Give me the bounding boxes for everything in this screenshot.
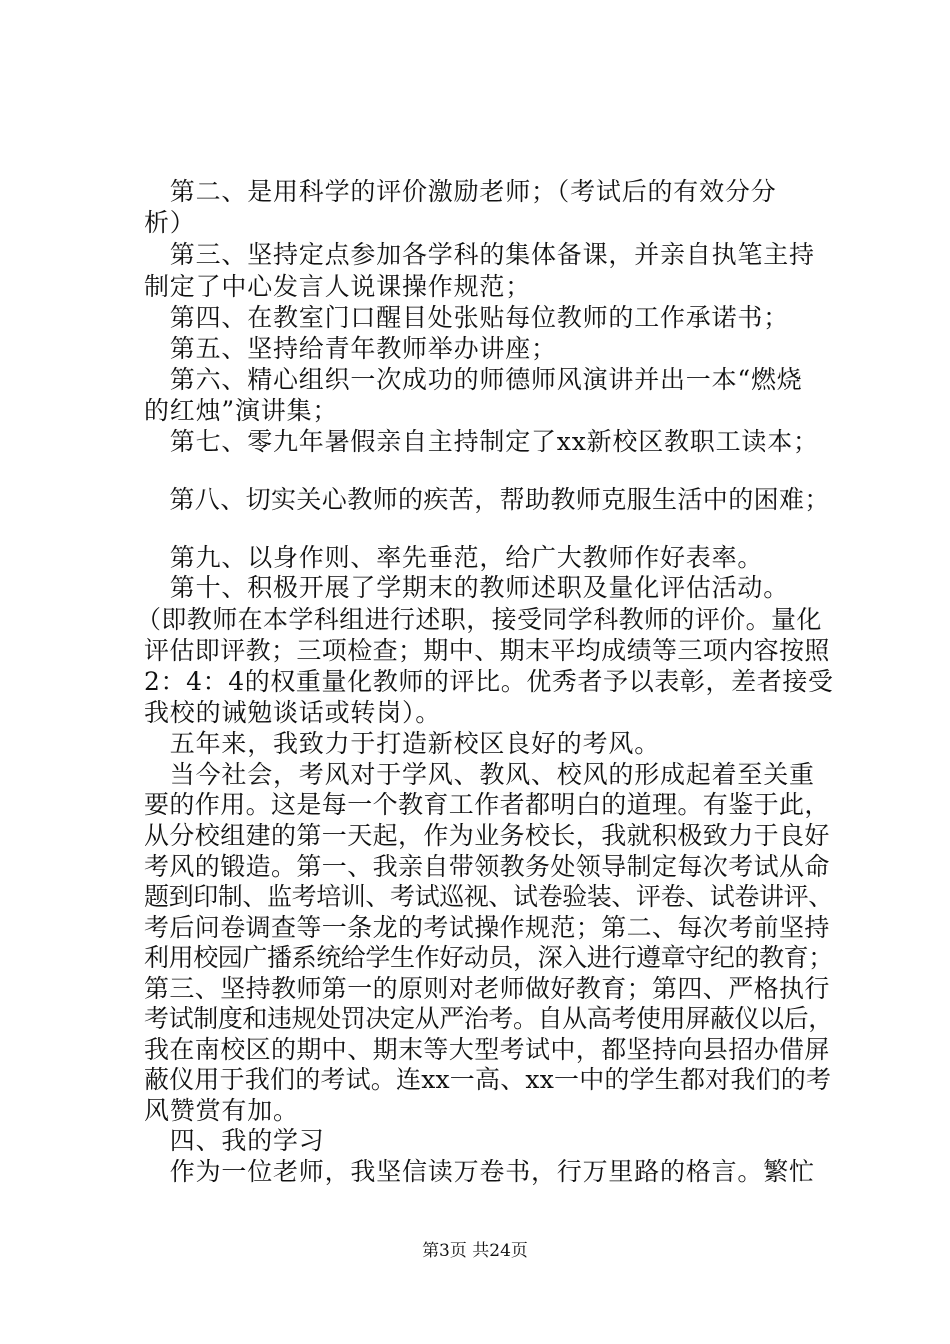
- body-line: 第九、以身作则、率先垂范，给广大教师作好表率。: [144, 543, 764, 572]
- body-line: 要的作用。这是每一个教育工作者都明白的道理。有鉴于此，: [144, 790, 830, 819]
- page-number-footer: 第3页 共24页: [422, 1241, 528, 1261]
- body-line: 第七、零九年暑假亲自主持制定了xx新校区教职工读本；: [144, 427, 819, 456]
- body-line: 五年来，我致力于打造新校区良好的考风。: [144, 729, 661, 758]
- body-line: 析）: [144, 208, 196, 237]
- body-line: 从分校组建的第一天起，作为业务校长，我就积极致力于良好: [144, 821, 830, 850]
- body-line: 第八、切实关心教师的疾苦，帮助教师克服生活中的困难；: [144, 485, 830, 514]
- body-line: 我在南校区的期中、期末等大型考试中，都坚持向县招办借屏: [144, 1035, 830, 1064]
- body-line: 当今社会，考风对于学风、教风、校风的形成起着至关重: [144, 760, 815, 789]
- body-line: 第三、坚持定点参加各学科的集体备课，并亲自执笔主持: [144, 240, 815, 269]
- body-line: 我校的诫勉谈话或转岗）。: [144, 698, 442, 727]
- body-line: 第三、坚持教师第一的原则对老师做好教育；第四、严格执行: [144, 974, 830, 1003]
- body-line: 考试制度和违规处罚决定从严治考。自从高考使用屏蔽仪以后，: [144, 1004, 833, 1033]
- body-line: 风赞赏有加。: [144, 1096, 299, 1125]
- body-line: 题到印制、监考培训、考试巡视、试卷验装、评卷、试卷讲评、: [144, 882, 833, 911]
- body-line: 考风的锻造。第一、我亲自带领教务处领导制定每次考试从命: [144, 852, 830, 881]
- body-line: 作为一位老师，我坚信读万卷书，行万里路的格言。繁忙: [144, 1157, 815, 1186]
- body-line: 制定了中心发言人说课操作规范；: [144, 272, 532, 301]
- body-line: 第二、是用科学的评价激励老师；（考试后的有效分分: [144, 177, 777, 206]
- body-line: 的红烛”演讲集；: [144, 396, 339, 425]
- body-line: 评估即评教；三项检查；期中、期末平均成绩等三项内容按照: [144, 636, 830, 665]
- body-line: 第十、积极开展了学期末的教师述职及量化评估活动。: [144, 573, 790, 602]
- section-heading: 四、我的学习: [144, 1126, 325, 1155]
- body-line: 2：4：4的权重量化教师的评比。优秀者予以表彰，差者接受: [144, 667, 834, 696]
- body-line: 蔽仪用于我们的考试。连xx一高、xx一中的学生都对我们的考: [144, 1065, 832, 1094]
- body-line: 利用校园广播系统给学生作好动员，深入进行遵章守纪的教育；: [144, 943, 833, 972]
- body-line: 第六、精心组织一次成功的师德师风演讲并出一本“燃烧: [144, 365, 803, 394]
- body-line: （即教师在本学科组进行述职，接受同学科教师的评价。量化: [136, 605, 822, 634]
- body-line: 第四、在教室门口醒目处张贴每位教师的工作承诺书；: [144, 303, 790, 332]
- body-line: 考后问卷调查等一条龙的考试操作规范；第二、每次考前坚持: [144, 913, 830, 942]
- body-line: 第五、坚持给青年教师举办讲座；: [144, 334, 557, 363]
